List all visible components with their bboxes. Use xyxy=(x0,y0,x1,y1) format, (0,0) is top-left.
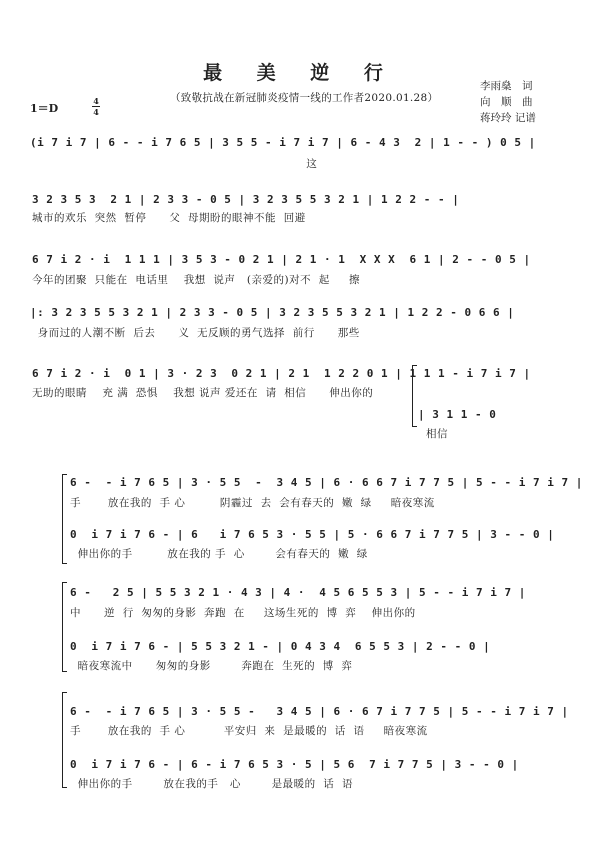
notation-row-8: 6 - 2 5 | 5 5 3 2 1 · 4 3 | 4 · 4 5 6 5 5 3 | 5 - - i 7 i 7 | xyxy=(70,586,526,599)
lyricist: 李雨燊 词 xyxy=(480,80,533,92)
notation-row-10: 6 - - i 7 6 5 | 3 · 5 5 - 3 4 5 | 6 · 6 7 i 7 7 5 | 5 - - i 7 i 7 | xyxy=(70,705,569,718)
notation-row-6: 6 - - i 7 6 5 | 3 · 5 5 - 3 4 5 | 6 · 6 6 7 i 7 7 5 | 5 - - i 7 i 7 | xyxy=(70,476,583,489)
lyrics-row-10: 手 放在我的 手 心 平安归 来 是最暖的 话 语 暗夜寒流 xyxy=(70,725,428,737)
transcriber: 蒋玲玲 记谱 xyxy=(480,112,536,124)
key-signature: 1＝D xyxy=(30,102,59,115)
notation-row-7: 0 i 7 i 7 6 - | 6 i 7 6 5 3 · 5 5 | 5 · 6 6 7 i 7 7 5 | 3 - - 0 | xyxy=(70,528,555,541)
lyrics-row-1: 这 xyxy=(30,158,318,170)
song-subtitle: （致敬抗战在新冠肺炎疫情一线的工作者2020.01.28） xyxy=(170,92,439,104)
lyrics-row-9: 暗夜寒流中 匆匆的身影 奔跑在 生死的 博 弈 xyxy=(70,660,353,672)
system-brace-3 xyxy=(62,692,67,788)
lyrics-row-11: 伸出你的手 放在我的手 心 是最暖的 话 语 xyxy=(70,778,353,790)
time-sig-top: 4 xyxy=(93,96,99,106)
notation-row-1: (i 7 i 7 | 6 - - i 7 6 5 | 3 5 5 - i 7 i 7 | 6 - 4 3 2 | 1 - - ) 0 5 | xyxy=(30,136,536,149)
song-title: 最 美 逆 行 xyxy=(203,62,397,84)
lyrics-row-8: 中 逆 行 匆匆的身影 奔跑 在 这场生死的 博 弈 伸出你的 xyxy=(70,607,416,619)
notation-row-4: |: 3 2 3 5 5 3 2 1 | 2 3 3 - 0 5 | 3 2 3 5 5 3 2 1 | 1 2 2 - 0 6 6 | xyxy=(30,306,515,319)
credits xyxy=(480,78,536,126)
staff-brace xyxy=(412,365,417,427)
composer: 向 顺 曲 xyxy=(480,96,533,108)
system-brace-2 xyxy=(62,582,67,672)
lyrics-row-5b: 相信 xyxy=(426,428,448,440)
lyrics-row-5: 无助的眼睛 充 满 恐惧 我想 说声 爱还在 请 相信 伸出你的 xyxy=(32,387,374,399)
notation-row-9: 0 i 7 i 7 6 - | 5 5 3 2 1 - | 0 4 3 4 6 5 5 3 | 2 - - 0 | xyxy=(70,640,491,653)
lyrics-row-6: 手 放在我的 手 心 阴霾过 去 会有春天的 嫩 绿 暗夜寒流 xyxy=(70,497,435,509)
notation-row-3: 6 7 i 2 · i 1 1 1 | 3 5 3 - 0 2 1 | 2 1 · 1 X X X 6 1 | 2 - - 0 5 | xyxy=(32,253,531,266)
notation-row-2: 3 2 3 5 3 2 1 | 2 3 3 - 0 5 | 3 2 3 5 5 3 2 1 | 1 2 2 - - | xyxy=(32,193,460,206)
time-sig-bottom: 4 xyxy=(93,107,99,117)
notation-row-5b: | 3 1 1 - 0 xyxy=(418,408,497,421)
notation-row-11: 0 i 7 i 7 6 - | 6 - i 7 6 5 3 · 5 | 5 6 7 i 7 7 5 | 3 - - 0 | xyxy=(70,758,519,771)
lyrics-row-7: 伸出你的手 放在我的 手 心 会有春天的 嫩 绿 xyxy=(70,548,368,560)
lyrics-row-3: 今年的团聚 只能在 电话里 我想 说声 (亲爱的)对不 起 擦 xyxy=(32,274,360,286)
lyrics-row-2: 城市的欢乐 突然 暂停 父 母期盼的眼神不能 回避 xyxy=(32,212,306,224)
lyrics-row-4: 身而过的人潮不断 后去 义 无反顾的勇气选择 前行 那些 xyxy=(30,327,360,339)
system-brace-1 xyxy=(62,474,67,564)
time-signature xyxy=(92,97,100,116)
notation-row-5: 6 7 i 2 · i 0 1 | 3 · 2 3 0 2 1 | 2 1 1 2 2 0 1 | 1 1 1 - i 7 i 7 | xyxy=(32,367,531,380)
